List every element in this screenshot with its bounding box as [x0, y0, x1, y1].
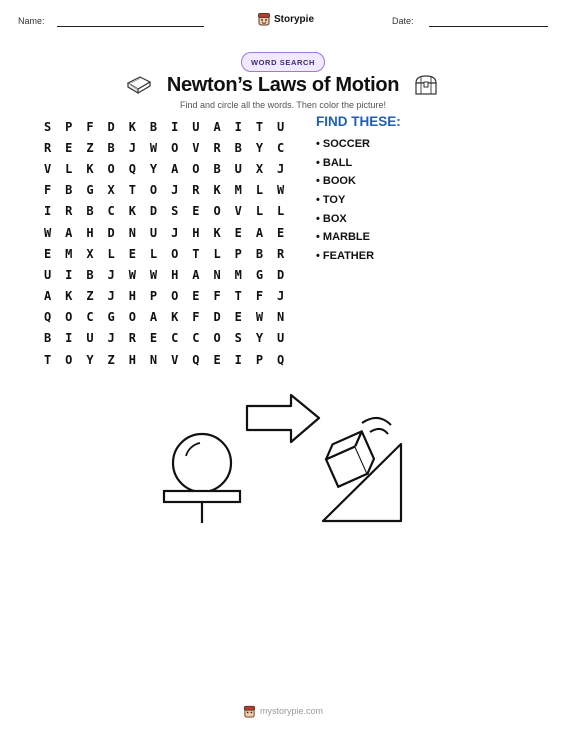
grid-letter[interactable]: B: [149, 119, 158, 134]
word-item: • BOOK: [316, 175, 356, 188]
grid-letter[interactable]: K: [171, 310, 179, 325]
grid-letter[interactable]: H: [128, 289, 136, 304]
grid-letter[interactable]: O: [107, 161, 115, 176]
grid-letter[interactable]: E: [192, 289, 200, 304]
grid-letter[interactable]: U: [277, 331, 285, 346]
grid-letter[interactable]: Z: [86, 289, 94, 304]
page-footer: [0, 702, 566, 720]
grid-letter[interactable]: O: [171, 289, 179, 304]
grid-letter[interactable]: T: [192, 246, 200, 261]
date-label: Date:: [392, 16, 414, 26]
word-item: • TOY: [316, 194, 346, 207]
grid-letter[interactable]: I: [171, 119, 179, 134]
treasure-chest-icon: [414, 74, 438, 96]
grid-letter[interactable]: B: [43, 331, 52, 346]
grid-letter[interactable]: P: [255, 352, 264, 367]
grid-letter[interactable]: D: [149, 204, 158, 219]
grid-letter[interactable]: E: [277, 225, 285, 240]
grid-letter[interactable]: K: [65, 289, 73, 304]
grid-letter[interactable]: J: [277, 161, 285, 176]
storypie-logo-icon: [257, 12, 271, 26]
grid-letter[interactable]: C: [192, 331, 200, 346]
grid-letter[interactable]: R: [277, 246, 285, 261]
grid-letter[interactable]: L: [277, 204, 285, 219]
box-on-ramp: [322, 418, 401, 521]
grid-letter[interactable]: F: [213, 289, 221, 304]
grid-letter[interactable]: C: [86, 310, 94, 325]
grid-letter[interactable]: O: [171, 140, 179, 155]
grid-letter[interactable]: A: [192, 267, 200, 282]
grid-letter[interactable]: A: [171, 161, 179, 176]
page-title: Newton’s Laws of Motion: [166, 74, 400, 96]
grid-letter[interactable]: B: [65, 183, 73, 198]
grid-letter[interactable]: E: [234, 310, 242, 325]
grid-letter[interactable]: W: [149, 140, 158, 155]
word-item: • SOCCER: [316, 138, 370, 150]
grid-letter[interactable]: H: [86, 225, 94, 240]
grid-letter[interactable]: P: [65, 119, 73, 134]
grid-letter[interactable]: H: [171, 267, 179, 282]
grid-letter[interactable]: Y: [149, 161, 158, 176]
grid-letter[interactable]: B: [255, 246, 264, 261]
grid-letter[interactable]: V: [192, 140, 200, 155]
grid-letter[interactable]: J: [107, 331, 115, 346]
grid-letter[interactable]: W: [149, 267, 158, 282]
grid-letter[interactable]: A: [149, 310, 158, 325]
grid-letter[interactable]: U: [43, 267, 52, 282]
grid-letter[interactable]: Z: [86, 140, 94, 155]
grid-letter[interactable]: B: [86, 204, 94, 219]
grid-letter[interactable]: V: [234, 204, 242, 219]
grid-letter[interactable]: Y: [255, 140, 264, 155]
word-search-badge: WORD SEARCH: [241, 52, 325, 72]
grid-letter[interactable]: F: [192, 310, 200, 325]
grid-letter[interactable]: I: [234, 119, 242, 134]
grid-letter[interactable]: I: [65, 331, 73, 346]
grid-letter[interactable]: O: [171, 246, 179, 261]
grid-letter[interactable]: K: [128, 119, 136, 134]
grid-letter[interactable]: X: [107, 183, 115, 198]
grid-letter[interactable]: L: [107, 246, 115, 261]
grid-letter[interactable]: I: [234, 352, 242, 367]
grid-letter[interactable]: R: [43, 140, 52, 155]
grid-letter[interactable]: W: [255, 310, 264, 325]
grid-letter[interactable]: E: [128, 246, 136, 261]
letter-grid[interactable]: [37, 116, 291, 370]
grid-letter[interactable]: Q: [43, 310, 52, 325]
date-line: [429, 26, 548, 27]
grid-letter[interactable]: J: [277, 289, 285, 304]
grid-letter[interactable]: F: [86, 119, 94, 134]
grid-letter[interactable]: O: [213, 204, 221, 219]
grid-letter[interactable]: O: [192, 161, 200, 176]
grid-letter[interactable]: X: [86, 246, 94, 261]
grid-letter[interactable]: N: [149, 352, 158, 367]
grid-letter[interactable]: B: [107, 140, 115, 155]
grid-letter[interactable]: S: [171, 204, 179, 219]
grid-letter[interactable]: F: [255, 289, 264, 304]
coloring-picture[interactable]: [150, 388, 420, 528]
grid-letter[interactable]: L: [149, 246, 158, 261]
grid-letter[interactable]: R: [65, 204, 73, 219]
grid-letter[interactable]: B: [234, 140, 242, 155]
footer-url[interactable]: mystorypie.com: [259, 706, 323, 716]
grid-letter[interactable]: Z: [107, 352, 115, 367]
grid-letter[interactable]: G: [255, 267, 264, 282]
grid-letter[interactable]: G: [107, 310, 115, 325]
grid-letter[interactable]: J: [107, 289, 115, 304]
grid-letter[interactable]: M: [65, 246, 73, 261]
grid-letter[interactable]: Y: [255, 331, 264, 346]
grid-letter[interactable]: D: [107, 225, 115, 240]
grid-letter[interactable]: M: [234, 267, 242, 282]
grid-letter[interactable]: L: [213, 246, 221, 261]
brand-name: Storypie: [274, 13, 315, 25]
grid-letter[interactable]: E: [234, 225, 242, 240]
grid-letter[interactable]: K: [128, 204, 136, 219]
marble-on-platform: [164, 434, 240, 523]
grid-letter[interactable]: T: [43, 352, 52, 367]
grid-letter[interactable]: O: [128, 310, 136, 325]
grid-letter[interactable]: E: [149, 331, 158, 346]
grid-letter[interactable]: R: [213, 140, 221, 155]
grid-letter[interactable]: C: [107, 204, 115, 219]
grid-letter[interactable]: F: [43, 183, 52, 198]
grid-letter[interactable]: A: [213, 119, 221, 134]
grid-letter[interactable]: O: [213, 331, 221, 346]
grid-letter[interactable]: I: [43, 204, 52, 219]
grid-letter[interactable]: V: [171, 352, 179, 367]
grid-letter[interactable]: X: [255, 161, 264, 176]
grid-letter[interactable]: N: [277, 310, 285, 325]
right-arrow: [247, 395, 319, 442]
grid-letter[interactable]: U: [234, 161, 242, 176]
name-label: Name:: [18, 16, 45, 26]
grid-letter[interactable]: Q: [128, 161, 136, 176]
grid-letter[interactable]: A: [255, 225, 264, 240]
grid-letter[interactable]: G: [86, 183, 94, 198]
grid-letter[interactable]: O: [65, 310, 73, 325]
grid-letter[interactable]: R: [192, 183, 200, 198]
grid-letter[interactable]: U: [86, 331, 94, 346]
grid-letter[interactable]: L: [65, 161, 73, 176]
grid-letter[interactable]: N: [213, 267, 221, 282]
grid-letter[interactable]: Q: [277, 352, 285, 367]
grid-letter[interactable]: H: [192, 225, 200, 240]
grid-letter[interactable]: S: [234, 331, 242, 346]
grid-letter[interactable]: W: [43, 225, 52, 240]
grid-letter[interactable]: W: [277, 183, 285, 198]
grid-letter[interactable]: A: [65, 225, 73, 240]
grid-letter[interactable]: T: [234, 289, 242, 304]
page-header: [0, 12, 566, 32]
word-list: [316, 135, 401, 266]
grid-letter[interactable]: K: [213, 183, 221, 198]
grid-letter[interactable]: P: [149, 289, 158, 304]
grid-letter[interactable]: R: [128, 331, 136, 346]
word-item: • MARBLE: [316, 231, 370, 244]
grid-letter[interactable]: N: [128, 225, 136, 240]
grid-letter[interactable]: D: [213, 310, 221, 325]
word-item: • FEATHER: [316, 250, 375, 263]
grid-letter[interactable]: S: [43, 119, 52, 134]
name-line: [57, 26, 204, 27]
grid-letter[interactable]: A: [43, 289, 52, 304]
grid-letter[interactable]: Q: [192, 352, 200, 367]
grid-letter[interactable]: I: [65, 267, 73, 282]
grid-letter[interactable]: E: [213, 352, 221, 367]
grid-letter[interactable]: E: [43, 246, 52, 261]
grid-letter[interactable]: J: [107, 267, 115, 282]
instructions: Find and circle all the words. Then color the picture!: [180, 100, 386, 110]
grid-letter[interactable]: E: [192, 204, 200, 219]
grid-letter[interactable]: Y: [86, 352, 94, 367]
grid-letter[interactable]: K: [86, 161, 94, 176]
grid-letter[interactable]: W: [128, 267, 136, 282]
grid-letter[interactable]: J: [128, 140, 136, 155]
word-item: • BALL: [316, 156, 353, 169]
grid-letter[interactable]: C: [277, 140, 285, 155]
grid-letter[interactable]: E: [65, 140, 73, 155]
grid-letter[interactable]: J: [171, 183, 179, 198]
grid-letter[interactable]: U: [277, 119, 285, 134]
grid-letter[interactable]: T: [255, 119, 264, 134]
find-these-heading: FIND THESE:: [316, 114, 401, 129]
grid-letter[interactable]: L: [255, 204, 264, 219]
brand: [257, 12, 314, 26]
grid-letter[interactable]: U: [149, 225, 158, 240]
grid-letter[interactable]: D: [107, 119, 115, 134]
word-item: • BOX: [316, 212, 347, 225]
grid-letter[interactable]: C: [171, 331, 179, 346]
grid-letter[interactable]: B: [213, 161, 221, 176]
grid-letter[interactable]: D: [277, 267, 285, 282]
grid-letter[interactable]: O: [65, 352, 73, 367]
grid-letter[interactable]: T: [128, 183, 136, 198]
title-row: [0, 72, 566, 102]
grid-letter[interactable]: M: [234, 183, 242, 198]
grid-letter[interactable]: V: [43, 161, 52, 176]
grid-letter[interactable]: H: [128, 352, 136, 367]
grid-letter[interactable]: U: [192, 119, 200, 134]
grid-letter[interactable]: P: [234, 246, 242, 261]
grid-letter[interactable]: O: [149, 183, 158, 198]
grid-letter[interactable]: L: [255, 183, 264, 198]
grid-letter[interactable]: B: [86, 267, 94, 282]
storypie-logo-icon: [243, 705, 256, 718]
word-list-panel: [316, 114, 401, 266]
grid-letter[interactable]: J: [171, 225, 179, 240]
grid-letter[interactable]: K: [213, 225, 221, 240]
